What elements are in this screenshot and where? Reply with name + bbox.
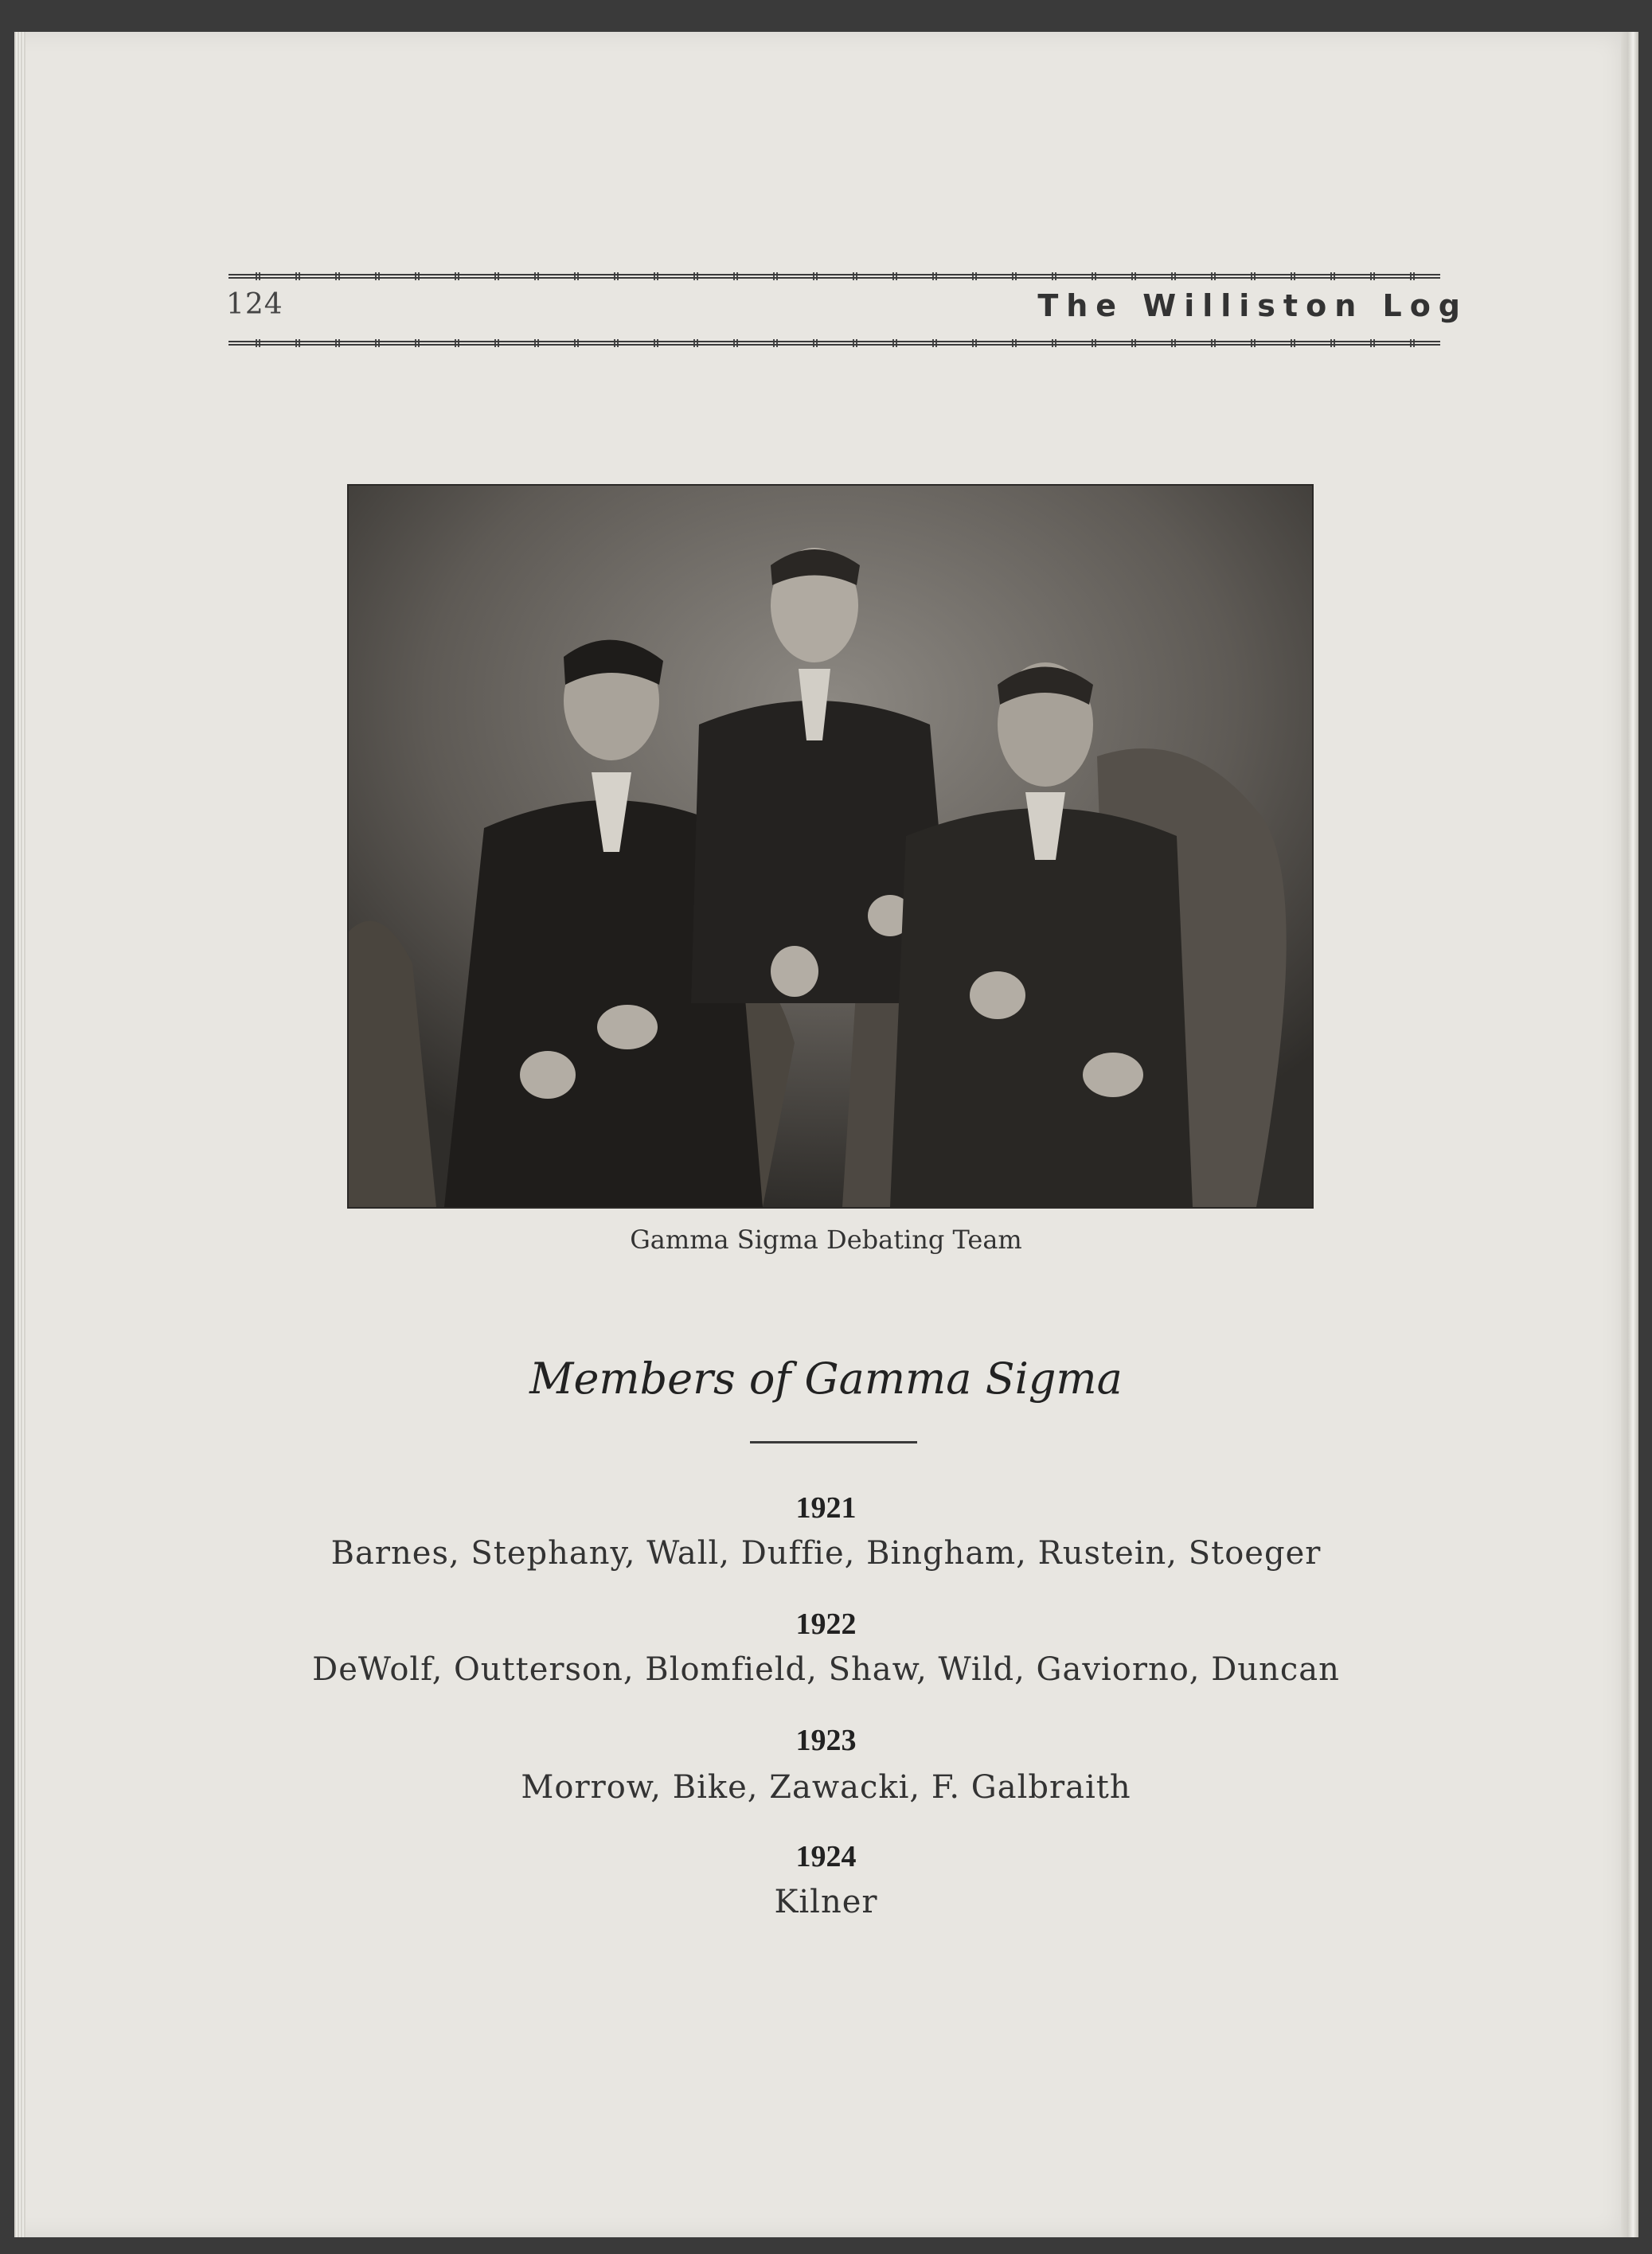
team-photo-illustration	[349, 486, 1312, 1207]
year-heading: 1922	[795, 1607, 857, 1641]
member-names: Barnes, Stephany, Wall, Duffie, Bingham, Rustein, Stoeger	[330, 1535, 1322, 1572]
year-heading: 1923	[795, 1724, 857, 1757]
member-names: Morrow, Bike, Zawacki, F. Galbraith	[521, 1769, 1131, 1806]
header-rule-bottom	[228, 339, 1440, 347]
header-rule-top	[228, 272, 1440, 280]
photo-caption: Gamma Sigma Debating Team	[630, 1225, 1022, 1255]
year-heading: 1921	[795, 1491, 857, 1525]
title-rule	[750, 1441, 917, 1443]
team-photo	[347, 484, 1314, 1209]
running-head: The Williston Log	[1037, 288, 1468, 323]
member-names: Kilner	[774, 1884, 878, 1920]
page-number: 124	[226, 288, 283, 321]
section-title: Members of Gamma Sigma	[529, 1354, 1123, 1404]
year-heading: 1924	[795, 1840, 857, 1873]
member-names: DeWolf, Outterson, Blomfield, Shaw, Wild, Gaviorno, Duncan	[312, 1651, 1340, 1688]
